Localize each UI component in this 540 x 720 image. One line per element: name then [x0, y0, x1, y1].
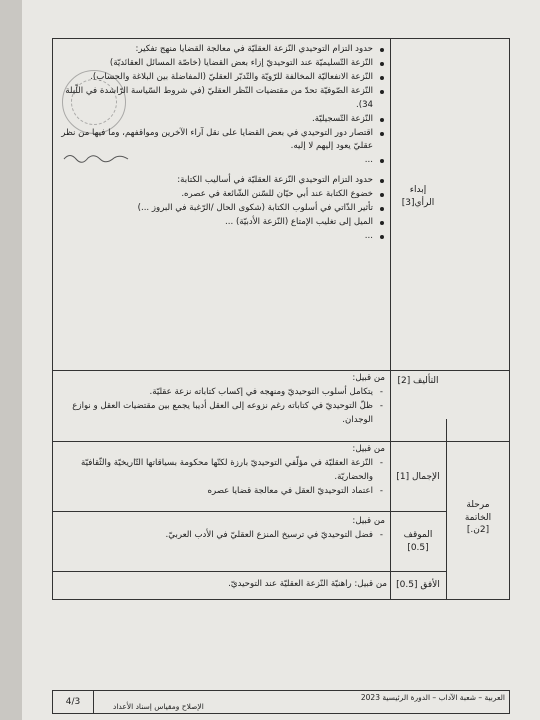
- list-item: تأثير الذّاتي في أسلوب الكتابة (شكوى الحال /الرّغبة في البروز ...): [57, 202, 387, 216]
- list-item: - اعتماد التوحيديّ العقل في معالجة قضايا عصره: [57, 485, 387, 499]
- opinion-heading-method: حدود التزام التوحيدي النّزعة العقليّة في معالجة القضايا منهج تفكير:: [57, 43, 387, 57]
- list-item: - ظلّ التوحيديّ في كتاباته رغم نزوعه إلى العقل أديبا يجمع بين مقتضيات العقل و نوازع الوجدان.: [57, 400, 387, 428]
- opinion-content: [57, 43, 387, 244]
- row-divider: [53, 441, 509, 442]
- correction-table: [52, 38, 510, 600]
- column-divider: [390, 39, 391, 599]
- position-intro: من قبيل:: [352, 516, 385, 526]
- row-divider: [53, 571, 446, 572]
- row-divider: [53, 370, 509, 371]
- synthesis-content: [57, 372, 387, 428]
- list-item: ...: [57, 230, 387, 244]
- conclusion-label-line2: الخاتمة: [464, 512, 492, 523]
- horizon-content: من قبيل: راهنيّة النّزعة العقليّة عند التوحيديّ.: [228, 579, 387, 589]
- list-item: النّزعة الصّوفيّة تحدّ من مقتضيات النّظر العقليّ (في شروط السّياسة الرّاشدة في اللّيلة 34).: [57, 85, 387, 113]
- list-item: ...: [57, 154, 387, 168]
- conclusion-label-line3: [2ن.]: [466, 525, 490, 536]
- conclusion-stage-label: [448, 499, 508, 537]
- list-item: النّزعة التّسليميّة عند التوحيديّ إزاء بعض القضايا (خاصّة المسائل العقائديّة): [57, 57, 387, 71]
- footer-title: العربية – شعبة الآداب – الدورة الرئيسية 2023: [360, 693, 505, 702]
- stage-column-divider: [446, 419, 447, 599]
- synthesis-label: التأليف [2]: [397, 376, 439, 386]
- position-label-line1: الموقف: [403, 530, 433, 540]
- opinion-label-line2: الرأي[3]: [401, 197, 435, 208]
- row-divider: [53, 511, 446, 512]
- list-item: - فضل التوحيديّ في ترسيخ المنزع العقليّ في الأدب العربيّ.: [57, 529, 387, 543]
- list-item: - يتكامل أسلوب التوحيديّ ومنهجه في إكساب كتاباته نزعة عقليّة.: [57, 386, 387, 400]
- summary-label: الإجمال [1]: [396, 472, 440, 482]
- opinion-heading-style: حدود التزام التوحيدي النّزعة العقليّة في أساليب الكتابة:: [57, 174, 387, 188]
- list-item: النّزعة التّسجيليّة.: [57, 113, 387, 127]
- summary-content: [57, 443, 387, 499]
- page-footer: [52, 690, 510, 714]
- position-label: [392, 529, 444, 554]
- list-item: الميل إلى تغليب الإمتاع (النّزعة الأدبيّة) ...: [57, 216, 387, 230]
- horizon-label: الأفق [0.5]: [396, 580, 440, 590]
- list-item: النّزعة الانفعاليّة المخالفة للرّويّة والتّدبّر العقليّ (المفاضلة بين البلاغة والحساب).: [57, 71, 387, 85]
- synthesis-intro: من قبيل:: [352, 373, 385, 383]
- conclusion-label-line1: مرحلة: [466, 500, 490, 510]
- opinion-label: [392, 184, 444, 209]
- position-label-line2: [0.5]: [407, 542, 429, 553]
- summary-intro: من قبيل:: [352, 444, 385, 454]
- footer-subtitle: الإصلاح ومقياس إسناد الأعداد: [113, 702, 204, 711]
- list-item: - النّزعة العقليّة في مؤلّفي التوحيديّ بارزة لكنّها محكومة بسياقاتها التّاريخيّة والثّقافيّة والحضاريّة.: [57, 457, 387, 485]
- exam-page: [22, 0, 540, 720]
- list-item: اقتصار دور التوحيدي في بعض القضايا على نقل آراء الآخرين ومواقفهم، وما فيها من نظر عقليّ يعود إليهم لا إليه.: [57, 127, 387, 155]
- list-item: خضوع الكتابة عند أبي حيّان للسّنن الشّائعة في عصره.: [57, 188, 387, 202]
- page-number: 4/3: [53, 691, 94, 713]
- opinion-label-line1: إبداء: [409, 185, 427, 195]
- position-content: [57, 515, 387, 543]
